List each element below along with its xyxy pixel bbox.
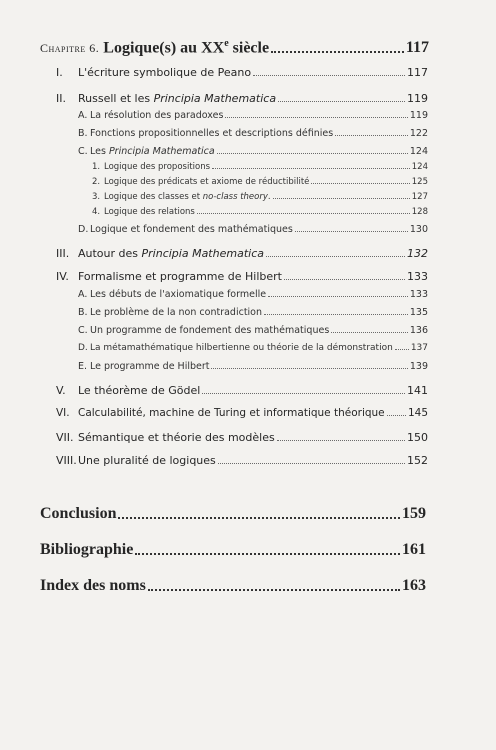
section-page: 150 bbox=[407, 431, 428, 444]
toc-subsection[interactable] bbox=[78, 110, 428, 121]
item-page: 125 bbox=[411, 177, 428, 187]
subsection-title: Le programme de Hilbert bbox=[90, 361, 210, 372]
subsection-title: La métamathématique hilbertienne ou théorie de la démonstration bbox=[90, 343, 393, 353]
dot-leader bbox=[264, 314, 408, 315]
dot-leader bbox=[335, 135, 408, 136]
toc-item[interactable] bbox=[92, 177, 428, 187]
section-title: Formalisme et programme de Hilbert bbox=[78, 270, 282, 283]
toc-section[interactable] bbox=[56, 431, 428, 444]
toc-subsection[interactable] bbox=[78, 307, 428, 318]
back-matter-page: 159 bbox=[402, 505, 426, 522]
section-title: Russell et les Principia Mathematica bbox=[78, 92, 277, 105]
dot-leader bbox=[212, 168, 410, 169]
dot-leader bbox=[118, 517, 400, 519]
dot-leader bbox=[217, 153, 408, 154]
toc-subsection[interactable] bbox=[78, 128, 428, 139]
section-page: 145 bbox=[407, 407, 428, 419]
dot-leader bbox=[197, 213, 410, 214]
subsection-letter: D. bbox=[78, 224, 89, 235]
subsection-title: Logique et fondement des mathématiques bbox=[90, 224, 293, 235]
subsection-letter: A. bbox=[78, 289, 88, 300]
toc-subsection[interactable] bbox=[78, 289, 428, 300]
subsection-letter: D. bbox=[78, 343, 88, 353]
toc-subsection[interactable] bbox=[78, 224, 428, 235]
subsection-title: La résolution des paradoxes bbox=[90, 110, 224, 121]
toc-section[interactable] bbox=[56, 92, 428, 105]
section-number: VI. bbox=[56, 407, 70, 419]
subsection-page: 139 bbox=[409, 361, 428, 372]
dot-leader bbox=[211, 368, 407, 369]
toc-section[interactable] bbox=[56, 270, 428, 283]
toc-subsection[interactable] bbox=[78, 146, 428, 157]
dot-leader bbox=[271, 51, 404, 53]
item-title: Logique des propositions bbox=[104, 162, 211, 172]
subsection-page: 135 bbox=[409, 307, 428, 318]
subsection-title: Les débuts de l'axiomatique formelle bbox=[90, 289, 267, 300]
subsection-letter: C. bbox=[78, 325, 88, 336]
subsection-title: Les Principia Mathematica bbox=[90, 146, 215, 157]
chapter-title: Logique(s) au XXe siècle bbox=[103, 38, 270, 57]
section-number: VIII. bbox=[56, 454, 77, 467]
dot-leader bbox=[295, 231, 408, 232]
dot-leader bbox=[278, 101, 405, 102]
section-number: II. bbox=[56, 92, 66, 105]
subsection-page: 124 bbox=[409, 146, 428, 157]
toc-item[interactable] bbox=[92, 207, 428, 217]
section-number: I. bbox=[56, 66, 63, 79]
section-number: III. bbox=[56, 247, 70, 260]
subsection-letter: C. bbox=[78, 146, 88, 157]
section-page: 152 bbox=[407, 454, 428, 467]
subsection-letter: A. bbox=[78, 110, 88, 121]
back-matter-title: Bibliographie bbox=[40, 541, 134, 558]
section-title: Le théorème de Gödel bbox=[78, 384, 201, 397]
section-title: Calculabilité, machine de Turing et informatique théorique bbox=[78, 407, 385, 419]
subsection-letter: E. bbox=[78, 361, 88, 372]
section-title: Autour des Principia Mathematica bbox=[78, 247, 264, 260]
toc-subsection[interactable] bbox=[78, 361, 428, 372]
chapter-label: Chapitre 6. bbox=[40, 41, 100, 56]
toc-section[interactable] bbox=[56, 454, 428, 467]
subsection-page: 122 bbox=[409, 128, 428, 139]
dot-leader bbox=[202, 393, 405, 394]
section-title: L'écriture symbolique de Peano bbox=[78, 66, 252, 79]
section-title: Sémantique et théorie des modèles bbox=[78, 431, 275, 444]
section-title: Une pluralité de logiques bbox=[78, 454, 216, 467]
chapter-heading[interactable] bbox=[40, 38, 429, 57]
subsection-page: 119 bbox=[409, 110, 428, 121]
dot-leader bbox=[273, 198, 410, 199]
section-page: 133 bbox=[407, 270, 428, 283]
toc-section[interactable] bbox=[56, 407, 428, 419]
dot-leader bbox=[148, 589, 400, 591]
back-matter-title: Conclusion bbox=[40, 505, 117, 522]
section-page: 119 bbox=[407, 92, 428, 105]
item-page: 128 bbox=[411, 207, 428, 217]
item-number: 1. bbox=[92, 162, 101, 172]
subsection-letter: B. bbox=[78, 128, 88, 139]
toc-section[interactable] bbox=[56, 66, 428, 79]
dot-leader bbox=[218, 463, 405, 464]
section-page: 141 bbox=[407, 384, 428, 397]
dot-leader bbox=[225, 117, 407, 118]
dot-leader bbox=[284, 279, 405, 280]
section-page: 132 bbox=[407, 247, 428, 260]
dot-leader bbox=[387, 415, 406, 416]
dot-leader bbox=[266, 256, 405, 257]
dot-leader bbox=[311, 183, 409, 184]
item-title: Logique des classes et no-class theory. bbox=[104, 192, 271, 202]
section-page: 117 bbox=[407, 66, 428, 79]
dot-leader bbox=[253, 75, 405, 76]
subsection-letter: B. bbox=[78, 307, 88, 318]
dot-leader bbox=[268, 296, 408, 297]
subsection-page: 130 bbox=[409, 224, 428, 235]
item-number: 4. bbox=[92, 207, 101, 217]
dot-leader bbox=[395, 349, 409, 350]
dot-leader bbox=[135, 553, 400, 555]
item-number: 2. bbox=[92, 177, 101, 187]
item-title: Logique des relations bbox=[104, 207, 195, 217]
item-title: Logique des prédicats et axiome de réductibilité bbox=[104, 177, 310, 187]
toc-item[interactable] bbox=[92, 192, 428, 202]
chapter-page: 117 bbox=[405, 39, 429, 57]
item-page: 127 bbox=[411, 192, 428, 202]
toc-subsection[interactable] bbox=[78, 343, 428, 353]
back-matter-title: Index des noms bbox=[40, 577, 146, 594]
section-number: VII. bbox=[56, 431, 74, 444]
subsection-title: Le problème de la non contradiction bbox=[90, 307, 263, 318]
toc-index[interactable] bbox=[40, 577, 426, 595]
toc-conclusion[interactable] bbox=[40, 505, 426, 523]
toc-bibliographie[interactable] bbox=[40, 541, 426, 559]
subsection-page: 136 bbox=[409, 325, 428, 336]
toc-section[interactable] bbox=[56, 247, 428, 260]
section-number: V. bbox=[56, 384, 66, 397]
subsection-title: Fonctions propositionnelles et descriptions définies bbox=[90, 128, 334, 139]
item-page: 124 bbox=[411, 162, 428, 172]
dot-leader bbox=[277, 440, 405, 441]
subsection-title: Un programme de fondement des mathématiques bbox=[90, 325, 330, 336]
back-matter-page: 161 bbox=[402, 541, 426, 558]
subsection-page: 133 bbox=[409, 289, 428, 300]
back-matter-page: 163 bbox=[402, 577, 426, 594]
toc-section[interactable] bbox=[56, 384, 428, 397]
toc-subsection[interactable] bbox=[78, 325, 428, 336]
dot-leader bbox=[331, 332, 408, 333]
item-number: 3. bbox=[92, 192, 101, 202]
toc-item[interactable] bbox=[92, 162, 428, 172]
subsection-page: 137 bbox=[410, 343, 428, 353]
section-number: IV. bbox=[56, 270, 69, 283]
